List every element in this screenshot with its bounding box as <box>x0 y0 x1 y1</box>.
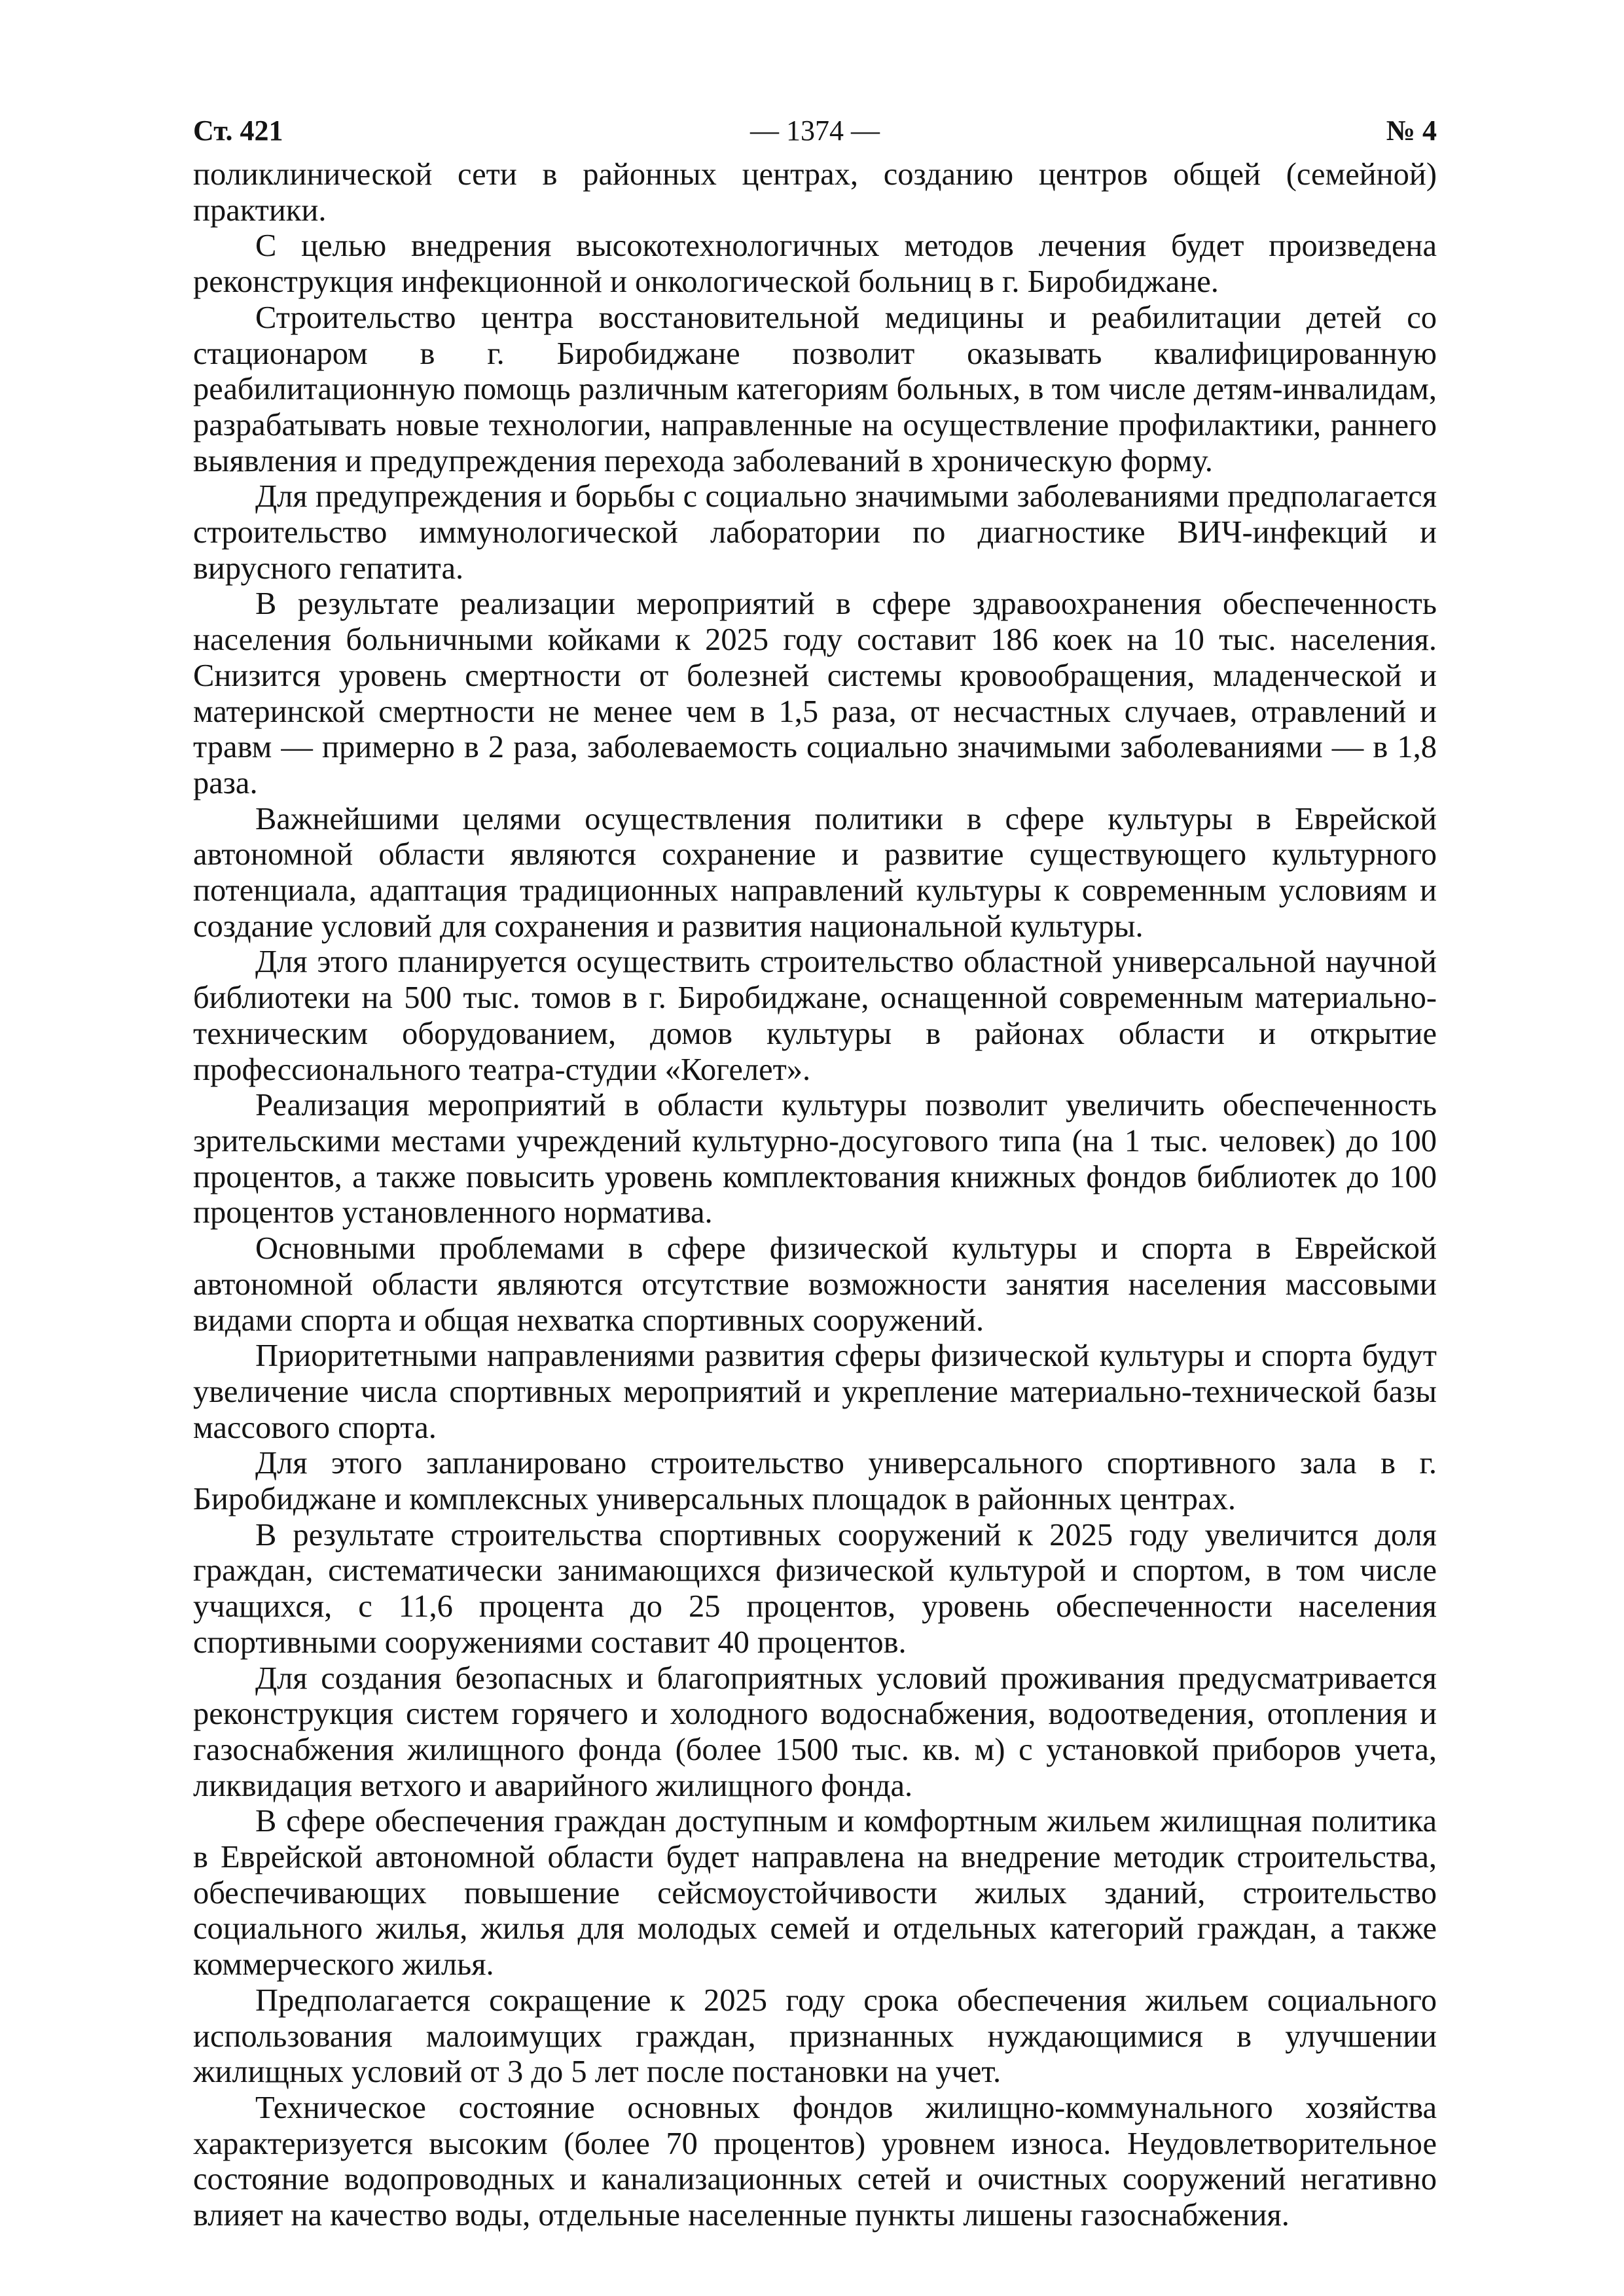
paragraph: Реализация мероприятий в области культуры позволит увеличить обеспеченность зрительскими местами учреждений культурно-досугового типа (на 1 тыс. человек) до 100 процентов, а также повысить уровень комплектования книжных фондов библиотек до 100 процентов установленного норматива. <box>193 1088 1437 1230</box>
paragraph: поликлинической сети в районных центрах, созданию центров общей (семейной) практики. <box>193 157 1437 228</box>
paragraph: В результате реализации мероприятий в сфере здравоохранения обеспеченность населения больничными койками к 2025 году составит 186 коек на 10 тыс. населения. Снизится уровень смертности от болезней системы кровообращения, младенческой и материнской смертности не менее чем в 1,5 раза, от несчастных случаев, отравлений и травм — примерно в 2 раза, заболеваемость социально значимыми заболеваниями — в 1,8 раза. <box>193 586 1437 800</box>
body-text <box>193 157 1437 2234</box>
paragraph: Строительство центра восстановительной медицины и реабилитации детей со стационаром в г. Биробиджане позволит оказывать квалифицированную реабилитационную помощь различным категориям больных, в том числе детям-инвалидам, разрабатывать новые технологии, направленные на осуществление профилактики, раннего выявления и предупреждения перехода заболеваний в хроническую форму. <box>193 300 1437 478</box>
paragraph: В результате строительства спортивных сооружений к 2025 году увеличится доля граждан, систематически занимающихся физической культурой и спортом, в том числе учащихся, с 11,6 процента до 25 процентов, уровень обеспеченности населения спортивными сооружениями составит 40 процентов. <box>193 1517 1437 1660</box>
paragraph: Предполагается сокращение к 2025 году срока обеспечения жильем социального использования малоимущих граждан, признанных нуждающимися в улучшении жилищных условий от 3 до 5 лет после постановки на учет. <box>193 1982 1437 2090</box>
paragraph: Приоритетными направлениями развития сферы физической культуры и спорта будут увеличение числа спортивных мероприятий и укрепление материально-технической базы массового спорта. <box>193 1338 1437 1445</box>
article-number: Ст. 421 <box>193 115 283 147</box>
paragraph: Для этого запланировано строительство универсального спортивного зала в г. Биробиджане и комплексных универсальных площадок в районных центрах. <box>193 1446 1437 1517</box>
paragraph: С целью внедрения высокотехнологичных методов лечения будет произведена реконструкция инфекционной и онкологической больниц в г. Биробиджане. <box>193 228 1437 300</box>
page-number: — 1374 — <box>750 115 880 147</box>
document-page <box>193 111 1437 2234</box>
paragraph: Важнейшими целями осуществления политики в сфере культуры в Еврейской автономной области являются сохранение и развитие существующего культурного потенциала, адаптация традиционных направлений культуры к современным условиям и создание условий для сохранения и развития национальной культуры. <box>193 801 1437 944</box>
page-header <box>193 111 1437 151</box>
paragraph: Техническое состояние основных фондов жилищно-коммунального хозяйства характеризуется высоким (более 70 процентов) уровнем износа. Неудовлетворительное состояние водопроводных и канализационных сетей и очистных сооружений негативно влияет на качество воды, отдельные населенные пункты лишены газоснабжения. <box>193 2090 1437 2233</box>
paragraph: В сфере обеспечения граждан доступным и комфортным жильем жилищная политика в Еврейской автономной области будет направлена на внедрение методик строительства, обеспечивающих повышение сейсмоустойчивости жилых зданий, строительство социального жилья, жилья для молодых семей и отдельных категорий граждан, а также коммерческого жилья. <box>193 1804 1437 1982</box>
issue-number: № 4 <box>1386 115 1437 147</box>
paragraph: Основными проблемами в сфере физической культуры и спорта в Еврейской автономной области являются отсутствие возможности занятия населения массовыми видами спорта и общая нехватка спортивных сооружений. <box>193 1231 1437 1338</box>
paragraph: Для создания безопасных и благоприятных условий проживания предусматривается реконструкция систем горячего и холодного водоснабжения, водоотведения, отопления и газоснабжения жилищного фонда (более 1500 тыс. кв. м) с установкой приборов учета, ликвидация ветхого и аварийного жилищного фонда. <box>193 1660 1437 1803</box>
paragraph: Для предупреждения и борьбы с социально значимыми заболеваниями предполагается строительство иммунологической лаборатории по диагностике ВИЧ-инфекций и вирусного гепатита. <box>193 479 1437 586</box>
paragraph: Для этого планируется осуществить строительство областной универсальной научной библиотеки на 500 тыс. томов в г. Биробиджане, оснащенной современным материально-техническим оборудованием, домов культуры в районах области и открытие профессионального театра-студии «Когелет». <box>193 944 1437 1087</box>
